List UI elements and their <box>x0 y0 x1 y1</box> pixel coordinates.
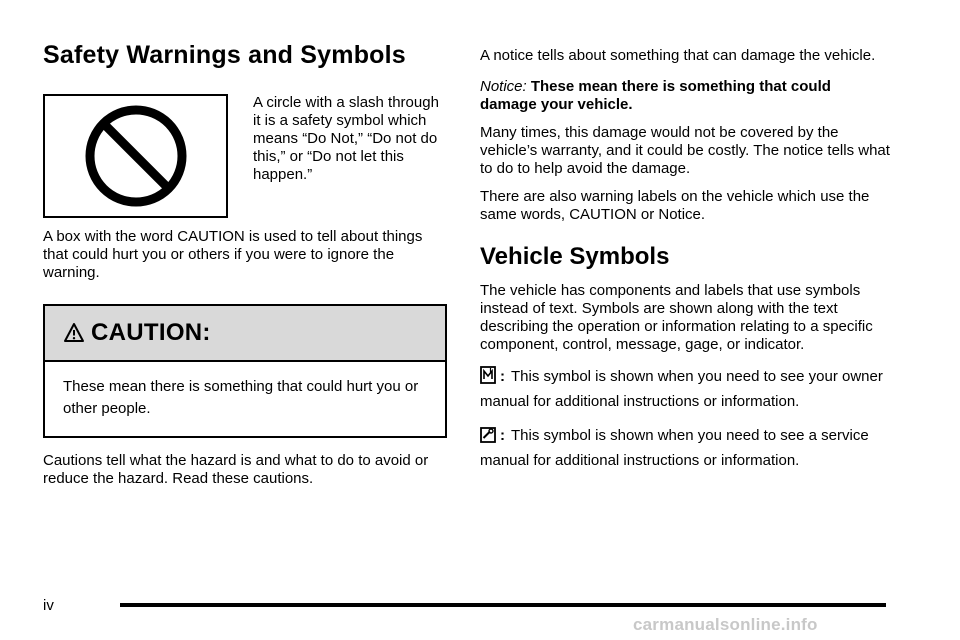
caution-title: CAUTION: <box>91 319 211 346</box>
vehicle-symbols-title: Vehicle Symbols <box>480 243 670 270</box>
right-column <box>480 47 890 472</box>
owner-manual-symbol-paragraph <box>480 366 890 413</box>
caution-box-intro: A box with the word CAUTION is used to tell about things that could hurt you or others if you were to ignore the warning. <box>43 228 423 281</box>
warning-triangle-icon <box>63 322 85 344</box>
page-number: iv <box>43 597 54 614</box>
owner-manual-icon <box>480 366 496 391</box>
do-not-icon <box>81 101 191 211</box>
do-not-symbol-row <box>43 94 448 226</box>
left-column <box>43 40 448 488</box>
caution-box <box>43 304 447 438</box>
do-not-symbol-box <box>43 94 228 218</box>
notice-label: Notice: <box>480 78 527 95</box>
warranty-paragraph: Many times, this damage would not be covered by the vehicle’s warranty, and it could be costly. The notice tells what to do to help avoid the damage. <box>480 124 890 177</box>
service-manual-symbol-text: This symbol is shown when you need to see a service manual for additional instructions or information. <box>480 427 869 469</box>
notice-statement <box>480 78 890 114</box>
service-manual-icon <box>480 427 496 450</box>
watermark: carmanualsonline.info <box>633 615 818 634</box>
notice-text: These mean there is something that could damage your vehicle. <box>480 78 831 113</box>
caution-body: These mean there is something that could hurt you or other people. <box>63 378 419 417</box>
owner-symbol-colon: : <box>500 368 505 385</box>
notice-intro: A notice tells about something that can damage the vehicle. <box>480 47 876 64</box>
footer-rule <box>120 603 886 607</box>
warning-labels-paragraph: There are also warning labels on the vehicle which use the same words, CAUTION or Notice. <box>480 188 870 223</box>
service-symbol-colon: : <box>500 427 505 444</box>
section-title: Safety Warnings and Symbols <box>43 41 406 69</box>
cautions-note: Cautions tell what the hazard is and what to do to avoid or reduce the hazard. Read these cautions. <box>43 452 429 487</box>
service-manual-symbol-paragraph <box>480 425 890 472</box>
caution-header <box>45 306 445 362</box>
vehicle-symbols-intro: The vehicle has components and labels that use symbols instead of text. Symbols are shown along with the text describing the operation or information relating to a specific component, control, message, gage, or indicator. <box>480 282 873 353</box>
owner-manual-symbol-text: This symbol is shown when you need to see your owner manual for additional instructions or information. <box>480 368 883 410</box>
do-not-symbol-caption: A circle with a slash through it is a safety symbol which means “Do Not,” “Do not do this,” or “Do not let this happen.” <box>253 94 439 183</box>
